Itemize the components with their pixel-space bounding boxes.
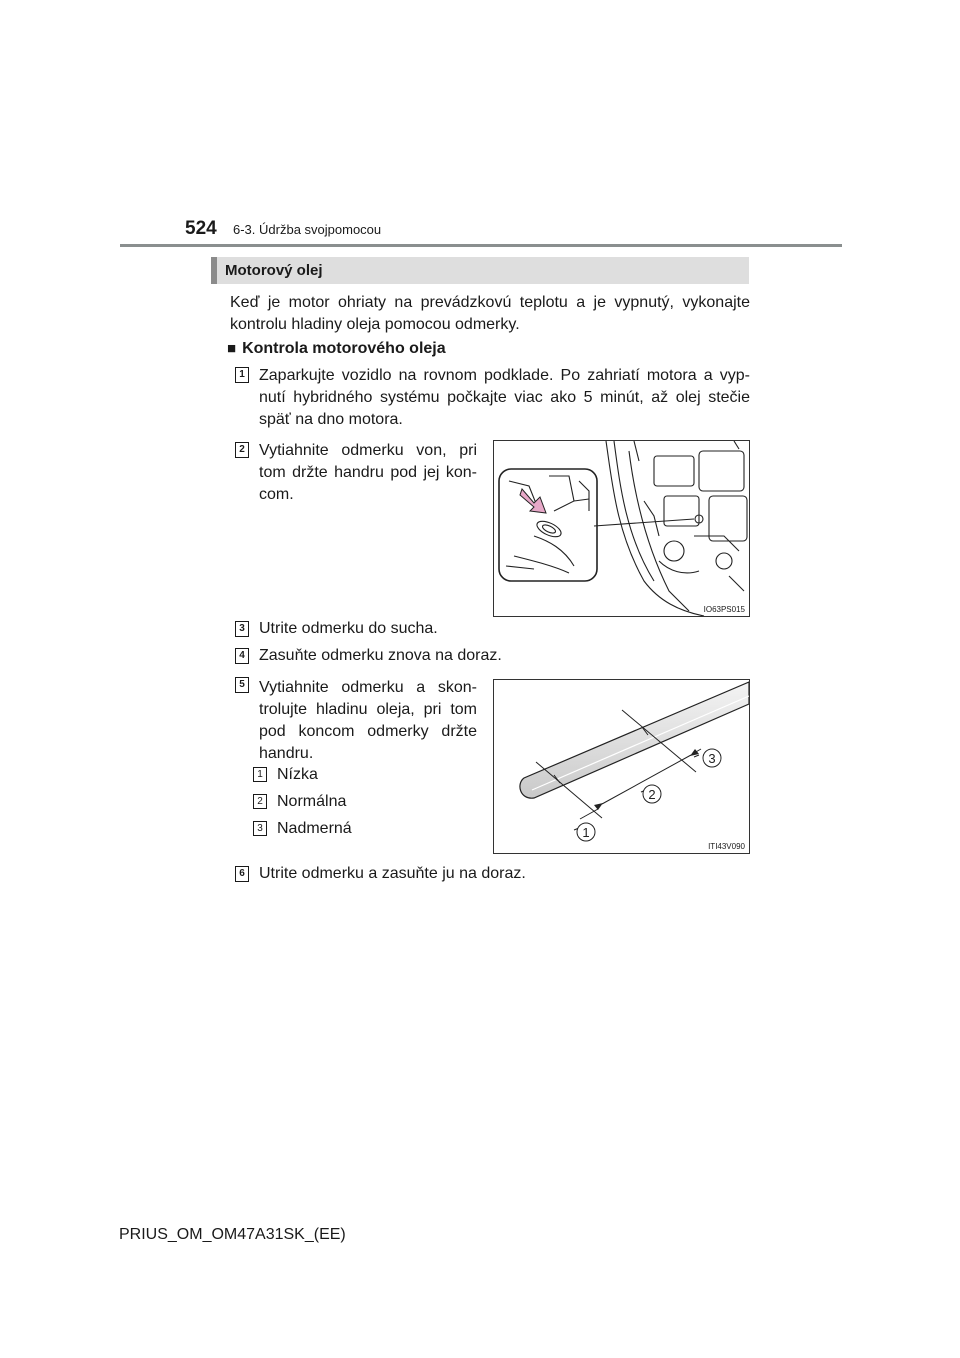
- dipstick-illustration: [494, 680, 749, 853]
- square-bullet-icon: ■: [227, 340, 237, 357]
- step-number-badge: 5: [235, 677, 249, 693]
- header-rule: [120, 244, 842, 247]
- step-number-badge: 2: [235, 442, 249, 458]
- step-line: Vytiahnite odmerku von, pri: [259, 442, 477, 459]
- step-line: com.: [259, 486, 294, 503]
- step-3-text: Utrite odmerku do sucha.: [259, 620, 438, 637]
- engine-illustration: [494, 441, 749, 616]
- step-4-text: Zasuňte odmerku znova na doraz.: [259, 647, 502, 664]
- callout-2-label: 2: [648, 787, 656, 802]
- section-title-bar: [211, 257, 749, 284]
- figure-code: ITI43V090: [708, 842, 745, 851]
- step-number-badge: 3: [235, 621, 249, 637]
- section-title-accent: [211, 257, 217, 284]
- step-line: Vytiahnite odmerku a skon-: [259, 679, 477, 696]
- page-number: 524: [185, 218, 217, 239]
- legend-item: [253, 766, 318, 784]
- step-line: pod koncom odmerky držte: [259, 723, 477, 740]
- step-line: späť na dno motora.: [259, 411, 403, 428]
- step-1-text: [259, 365, 750, 431]
- legend-label: Normálna: [277, 793, 347, 810]
- step-number-badge: 6: [235, 866, 249, 882]
- step-number-badge: 4: [235, 648, 249, 664]
- document-code-footer: PRIUS_OM_OM47A31SK_(EE): [119, 1226, 346, 1243]
- dipstick-level-figure: [493, 679, 750, 854]
- step-line: Zaparkujte vozidlo na rovnom podklade. Po zahriatí motora a vyp-: [259, 367, 750, 384]
- section-title: Motorový olej: [225, 262, 323, 279]
- running-header: 6-3. Údržba svojpomocou: [233, 222, 382, 237]
- step-6-text: Utrite odmerku a zasuňte ju na doraz.: [259, 865, 526, 882]
- intro-line: kontrolu hladiny oleja pomocou odmerky.: [230, 316, 520, 333]
- engine-dipstick-location-figure: [493, 440, 750, 617]
- step-line: trolujte hladinu oleja, pri tom: [259, 701, 477, 718]
- step-number-badge: 1: [235, 367, 249, 383]
- callout-1-label: 1: [582, 825, 590, 840]
- step-line: nutí hybridného systému počkajte viac ako 5 minút, až olej stečie: [259, 389, 750, 406]
- subheading: [227, 340, 446, 358]
- step-line: tom držte handru pod jej kon-: [259, 464, 477, 481]
- legend-number-badge: 3: [253, 821, 267, 836]
- legend-number-badge: 1: [253, 767, 267, 782]
- legend-item: [253, 820, 352, 838]
- subheading-text: Kontrola motorového oleja: [242, 340, 446, 357]
- legend-label: Nízka: [277, 766, 318, 783]
- step-2-text: [259, 440, 477, 506]
- legend-number-badge: 2: [253, 794, 267, 809]
- step-5-text: [259, 677, 477, 765]
- intro-line: Keď je motor ohriaty na prevádzkovú teplotu a je vypnutý, vykonajte: [230, 294, 750, 311]
- callout-3-label: 3: [708, 751, 716, 766]
- figure-code: IO63PS015: [703, 605, 745, 614]
- legend-label: Nadmerná: [277, 820, 352, 837]
- intro-paragraph: [230, 292, 750, 336]
- legend-item: [253, 793, 346, 811]
- step-line: handru.: [259, 745, 314, 762]
